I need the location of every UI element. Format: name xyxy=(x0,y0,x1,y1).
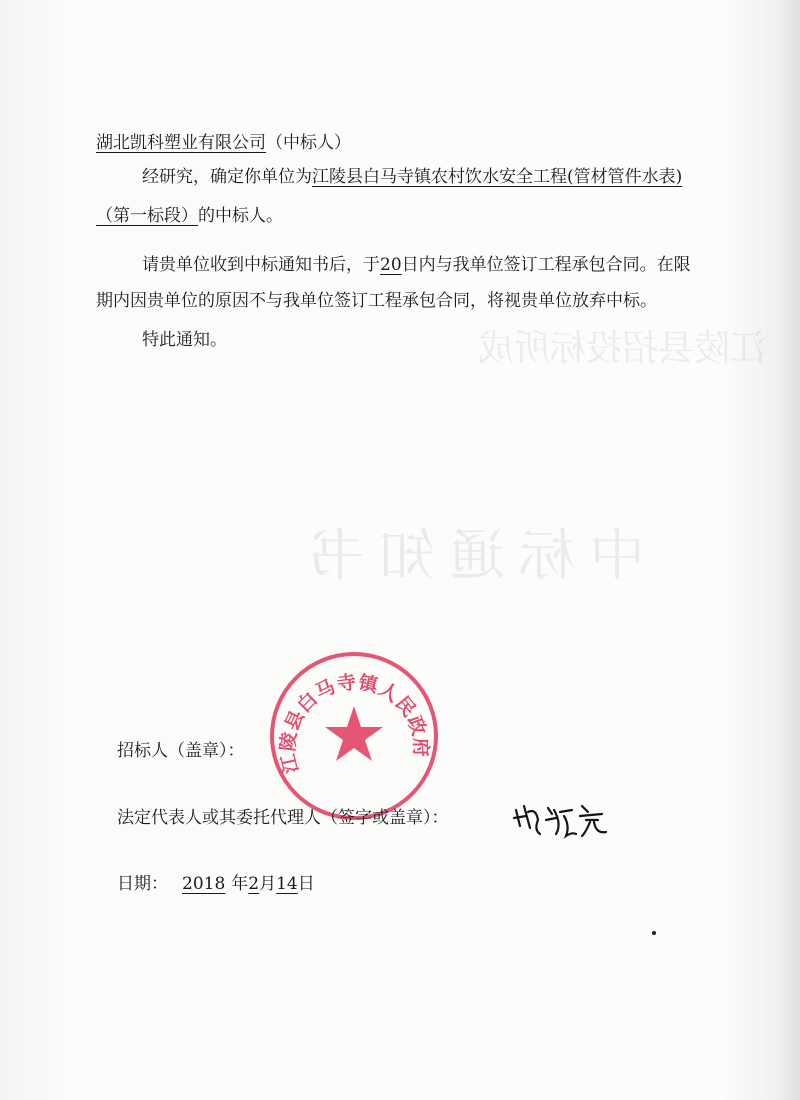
paragraph2-pre: 请贵单位收到中标通知书后，于 xyxy=(142,255,380,275)
project-name: 江陵县白马寺镇农村饮水安全工程(管材管件水表) xyxy=(312,167,683,187)
tenderer-label: 招标人（盖章）： xyxy=(117,741,245,761)
date-month-unit: 月 xyxy=(259,874,277,894)
legal-rep-label: 法定代表人或其委托代理人（签字或盖章）： xyxy=(117,808,449,828)
date-day: 14 xyxy=(276,874,298,894)
contract-days: 20 xyxy=(380,255,402,275)
paragraph1-tail: 的中标人。 xyxy=(198,206,283,226)
paragraph1-lead: 经研究，确定你单位为 xyxy=(142,167,312,187)
show-through-title: 中标通知书 xyxy=(295,524,645,589)
paragraph1-line2 xyxy=(96,204,283,228)
paper-edge-shadow xyxy=(778,0,800,1100)
ink-speck xyxy=(652,931,656,935)
paragraph2-post: 日内与我单位签订工程承包合同。在限 xyxy=(401,255,691,275)
recipient-company: 湖北凯科塑业有限公司 xyxy=(96,133,266,153)
date-line xyxy=(117,872,315,896)
official-stamp xyxy=(268,650,440,822)
show-through-agency: 江陵县招投标所成 xyxy=(478,328,767,369)
stamp-star-icon xyxy=(325,706,383,761)
stamp-text: 江陵县白马寺镇人民政府 xyxy=(276,671,432,776)
date-month: 2 xyxy=(248,874,260,894)
recipient-role: （中标人） xyxy=(266,133,351,153)
handwritten-signature xyxy=(510,798,610,842)
paragraph2-line1 xyxy=(142,253,691,277)
date-year-unit: 年 xyxy=(231,874,249,894)
date-year: 2018 xyxy=(182,874,226,894)
recipient-line xyxy=(96,131,351,155)
closing-text: 特此通知。 xyxy=(142,330,227,350)
project-section: （第一标段） xyxy=(96,206,198,226)
date-day-unit: 日 xyxy=(297,874,315,894)
date-label: 日期： xyxy=(117,874,168,894)
paragraph2-line2: 期内因贵单位的原因不与我单位签订工程承包合同，将视贵单位放弃中标。 xyxy=(96,291,657,311)
paragraph1-line1 xyxy=(142,165,682,189)
